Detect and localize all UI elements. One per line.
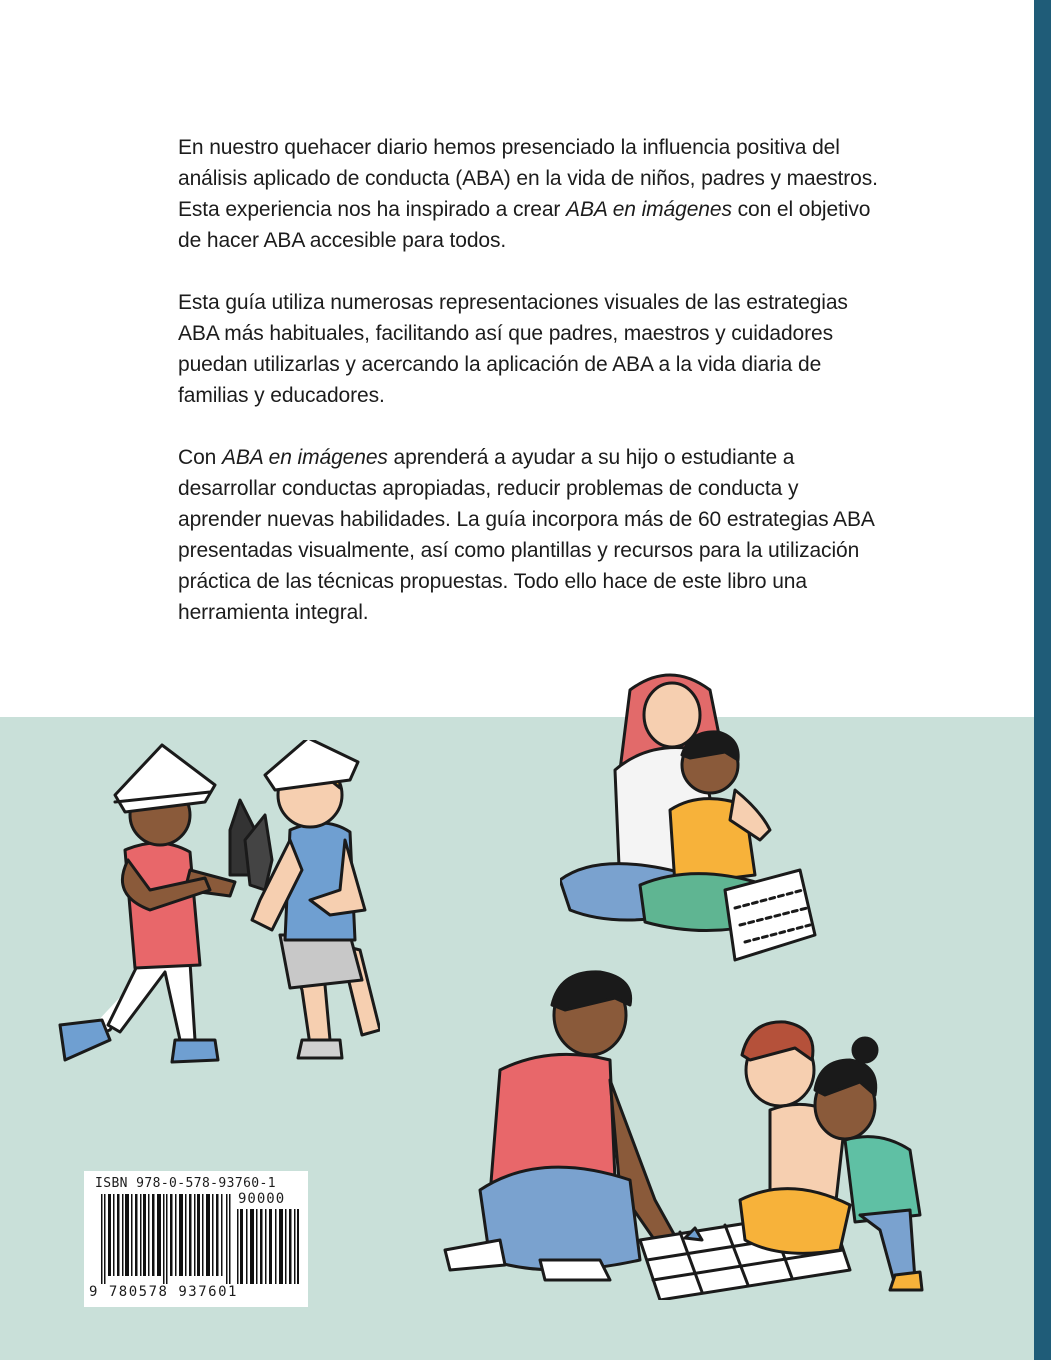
ean-digits: 9 780578 937601 [89, 1284, 238, 1300]
back-cover-description [178, 132, 878, 659]
mother-and-child-illustration [560, 660, 820, 970]
price-addon-code: 90000 [238, 1191, 286, 1207]
p1-text-end: con el objetivo de hacer ABA accesible para todos. [178, 198, 871, 252]
boys-playing-illustration [40, 740, 380, 1080]
addon-barcode-bars [237, 1209, 299, 1284]
book-spine-edge [1034, 0, 1051, 1360]
p3-text-end: aprenderá a ayudar a su hijo o estudiante a desarrollar conductas apropiadas, reducir problemas de conducta y aprender nuevas habilidades. La guía incorpora más de 60 estrategias ABA presentadas visualmente, así como plantillas y recursos para la utilización práctica de las técnicas propuestas. Todo ello hace de este libro una herramienta integral. [178, 446, 874, 624]
isbn-label: ISBN 978-0-578-93760-1 [95, 1176, 276, 1191]
p1-book-title: ABA en imágenes [566, 198, 732, 221]
ean-barcode-bars [101, 1194, 233, 1284]
description-paragraph-1 [178, 132, 878, 256]
p1-text-start: En nuestro quehacer diario hemos presenciado la influencia positiva del análisis aplicado de conducta (ABA) en la vida de niños, padres y maestros. Esta experiencia nos ha inspirado a crear [178, 136, 878, 221]
isbn-barcode [84, 1171, 308, 1307]
description-paragraph-2: Esta guía utiliza numerosas representaciones visuales de las estrategias ABA más habituales, facilitando así que padres, maestros y cuidadores puedan utilizarlas y acercando la aplicación de ABA a la vida diaria de familias y educadores. [178, 291, 848, 407]
description-paragraph-3 [178, 442, 878, 628]
p3-book-title: ABA en imágenes [221, 446, 388, 469]
p3-text-start: Con [178, 446, 222, 469]
family-board-game-illustration [440, 960, 960, 1300]
